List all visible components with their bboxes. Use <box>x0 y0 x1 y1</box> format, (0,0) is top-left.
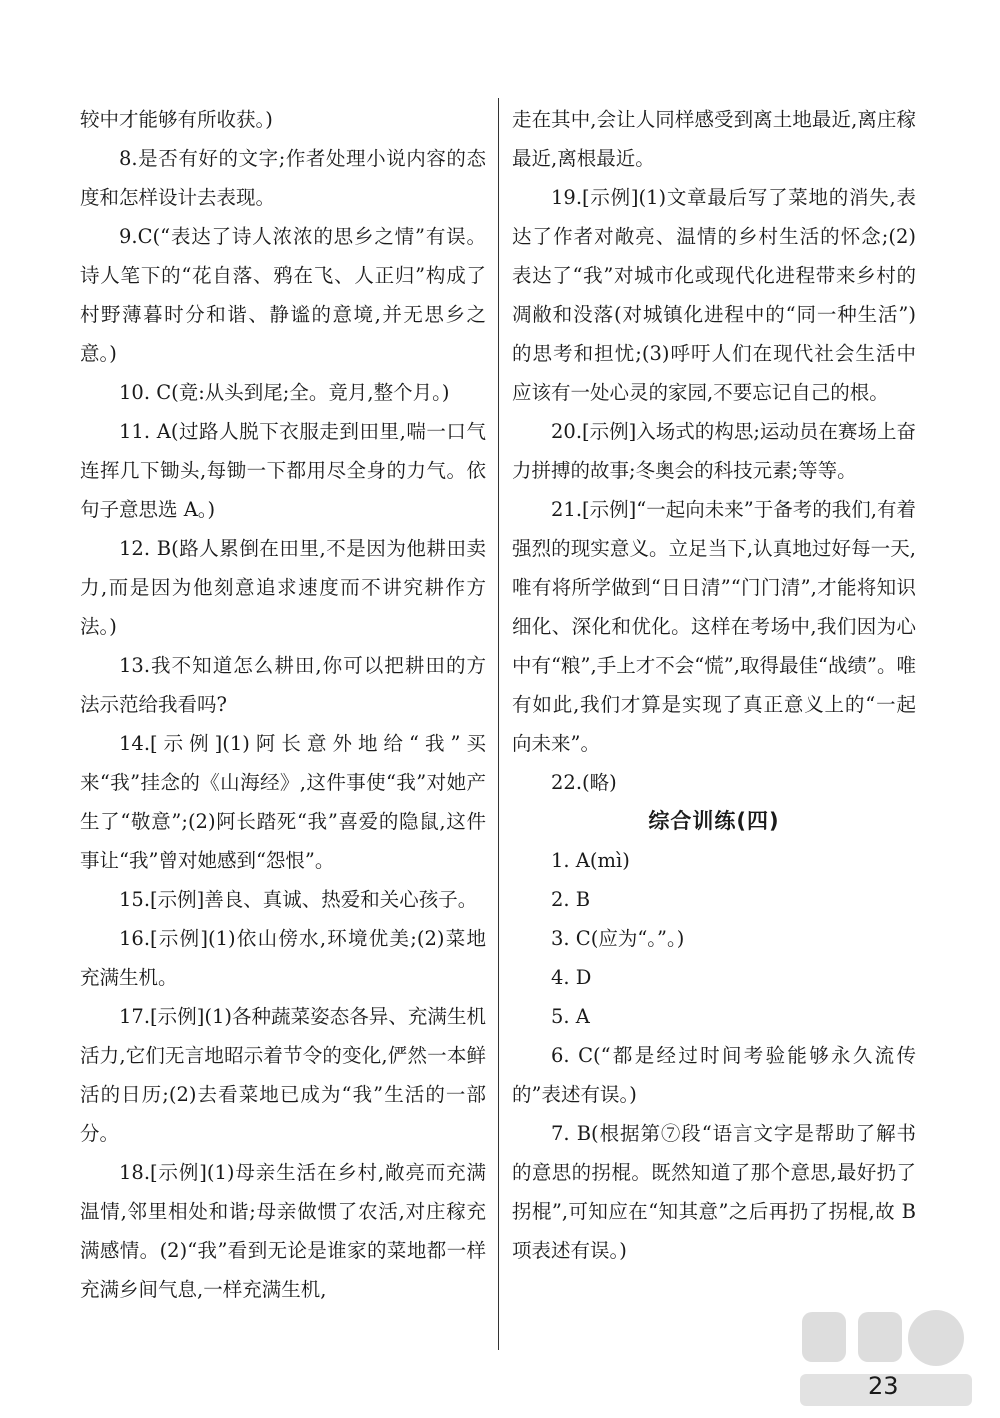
answer-19: 19.[示例](1)文章最后写了菜地的消失,表达了作者对敞亮、温情的乡村生活的怀念;(2)表达了“我”对城市化或现代化进程带来乡村的凋敝和没落(对城镇化进程中的“同一种生活”)的思考和担忧;(3)呼吁人们在现代社会生活中应该有一处心灵的家园,不要忘记自己的根。 <box>512 186 916 404</box>
answer-16: 16.[示例](1)依山傍水,环境优美;(2)菜地充满生机。 <box>80 927 486 989</box>
answer-text: 较中才能够有所收获。) <box>80 108 273 131</box>
training-answer-3: 3. C(应为“。”。) <box>551 927 685 950</box>
training-answer-4: 4. D <box>551 966 592 989</box>
right-column <box>512 100 916 1270</box>
training-answer-2: 2. B <box>551 888 591 911</box>
answer-22: 22.(略) <box>551 771 617 794</box>
training-answer-1: 1. A(mì) <box>551 849 630 872</box>
column-divider <box>498 98 499 1350</box>
answer-14: 14.[示例](1)阿长意外地给“我”买来“我”挂念的《山海经》,这件事使“我”对她产生了“敬意”;(2)阿长踏死“我”喜爱的隐鼠,这件事让“我”曾对她感到“怨恨”。 <box>80 732 486 872</box>
training-answer-7: 7. B(根据第⑦段“语言文字是帮助了解书的意思的拐棍。既然知道了那个意思,最好扔了拐棍”,可知应在“知其意”之后再扔了拐棍,故 B 项表述有误。) <box>512 1122 916 1262</box>
section-title: 综合训练(四) <box>648 809 780 833</box>
answer-20: 20.[示例]入场式的构思;运动员在赛场上奋力拼搏的故事;冬奥会的科技元素;等等。 <box>512 420 916 482</box>
answer-11: 11. A(过路人脱下衣服走到田里,喘一口气连挥几下锄头,每锄一下都用尽全身的力气。依句子意思选 A。) <box>80 420 486 521</box>
training-answer-6: 6. C(“都是经过时间考验能够永久流传的”表述有误。) <box>512 1044 916 1106</box>
answer-9: 9.C(“表达了诗人浓浓的思乡之情”有误。诗人笔下的“花自落、鸦在飞、人正归”构成了村野薄暮时分和谐、静谧的意境,并无思乡之意。) <box>80 225 486 365</box>
answer-10: 10. C(竟:从头到尾;全。竟月,整个月。) <box>119 381 450 404</box>
left-column <box>80 100 486 1309</box>
answer-13: 13.我不知道怎么耕田,你可以把耕田的方法示范给我看吗? <box>80 654 486 716</box>
answer-12: 12. B(路人累倒在田里,不是因为他耕田卖力,而是因为他刻意追求速度而不讲究耕作方法。) <box>80 537 486 638</box>
training-answer-5: 5. A <box>551 1005 590 1028</box>
answer-18-continued: 走在其中,会让人同样感受到离土地最近,离庄稼最近,离根最近。 <box>512 108 916 170</box>
answer-15: 15.[示例]善良、真诚、热爱和关心孩子。 <box>119 888 478 911</box>
answer-8: 8.是否有好的文字;作者处理小说内容的态度和怎样设计去表现。 <box>80 147 486 209</box>
answer-18: 18.[示例](1)母亲生活在乡村,敞亮而充满温情,邻里相处和谐;母亲做惯了农活,对庄稼充满感情。(2)“我”看到无论是谁家的菜地都一样充满乡间气息,一样充满生机, <box>80 1161 486 1301</box>
answer-17: 17.[示例](1)各种蔬菜姿态各异、充满生机活力,它们无言地昭示着节令的变化,俨然一本鲜活的日历;(2)去看菜地已成为“我”生活的一部分。 <box>80 1005 486 1145</box>
answer-21: 21.[示例]“一起向未来”于备考的我们,有着强烈的现实意义。立足当下,认真地过好每一天,唯有将所学做到“日日清”“门门清”,才能将知识细化、深化和优化。这样在考场中,我们因为心中有“粮”,手上才不会“慌”,取得最佳“战绩”。唯有如此,我们才算是实现了真正意义上的“一起向未来”。 <box>512 498 916 755</box>
page-number: 23 <box>868 1372 899 1400</box>
